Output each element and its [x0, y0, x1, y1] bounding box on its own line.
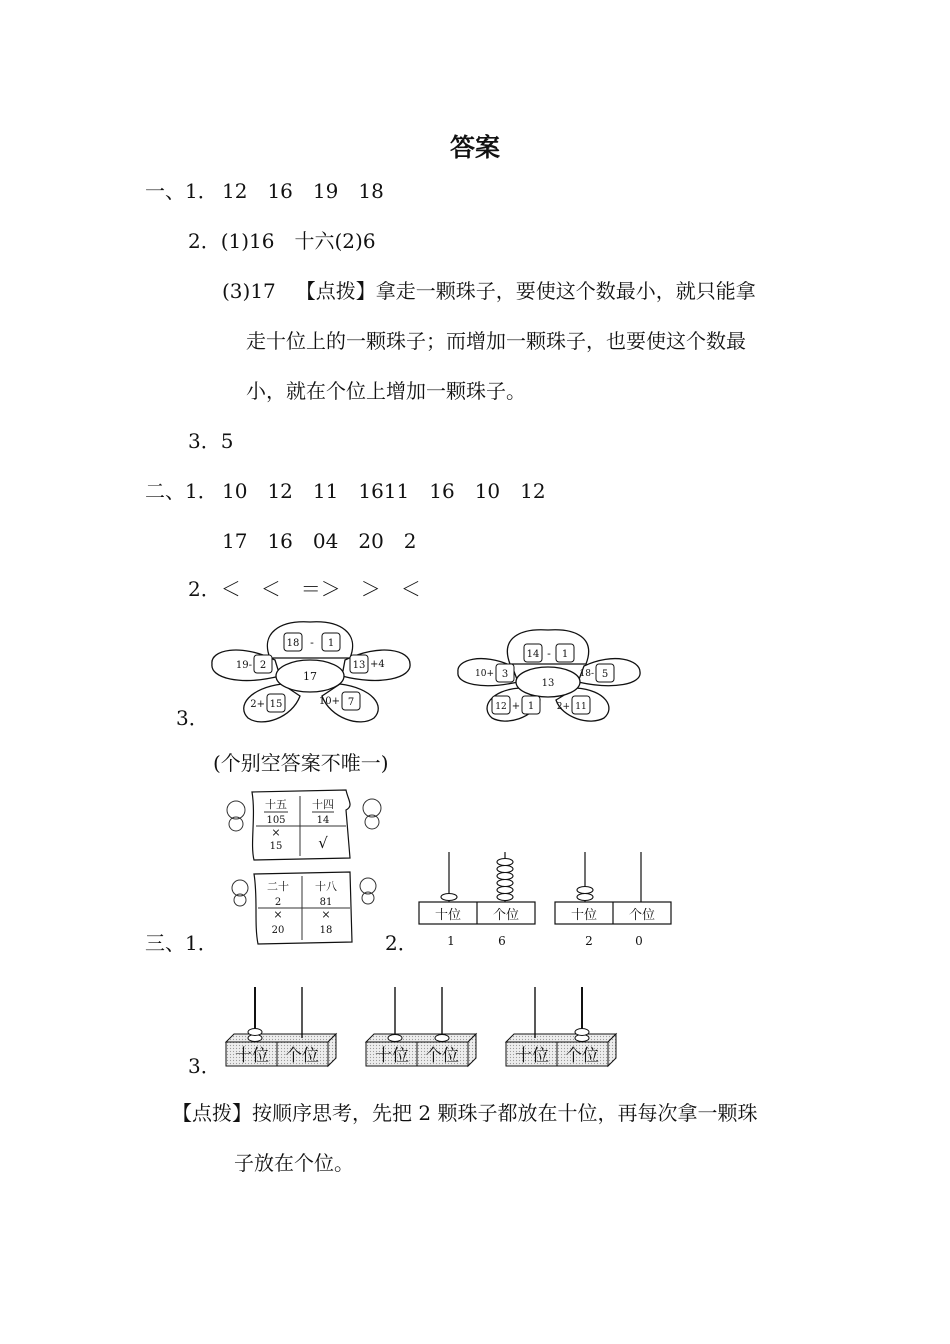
flower2-bl-op: +	[511, 701, 521, 712]
page-title: 答案	[449, 133, 500, 162]
section2-label: 二、1．	[145, 479, 218, 503]
flower1-center: 17	[303, 670, 317, 683]
card1-check: √	[318, 834, 328, 852]
abacus2-ones-value: 0	[635, 934, 643, 948]
card1-value-2: 14	[316, 815, 330, 826]
card2-number-2: 18	[319, 925, 333, 936]
flower1-right-box: 13	[352, 660, 366, 671]
abacus-diagram-1	[418, 848, 536, 948]
section2-q3-label: 3．	[176, 706, 209, 730]
flower2-bl-box-a: 12	[495, 702, 507, 712]
flower2-br-pre: 2+	[556, 702, 570, 712]
abacus-3d-1	[226, 987, 336, 1066]
section1-q1-answer: 12 16 19 18	[222, 179, 384, 203]
answer-card-2	[228, 868, 383, 948]
abacus3d-1-tens: 十位	[235, 1046, 269, 1066]
flower1-left-box: 2	[259, 660, 267, 671]
flower1-top-op: -	[310, 636, 314, 649]
tip-text-line3: 小，就在个位上增加一颗珠子。	[246, 379, 526, 403]
flower1-top-a: 18	[286, 638, 300, 649]
card2-value-1: 2	[274, 897, 282, 908]
section2-row1: 10 12 11 1611 16 10 12	[222, 479, 546, 503]
abacus3d-2-ones: 个位	[425, 1046, 459, 1066]
abacus2-tens-label: 十位	[570, 908, 598, 923]
section2-row2: 17 16 04 20 2	[222, 529, 417, 553]
card1-chinese-2: 十四	[312, 798, 334, 811]
flower2-top-op: -	[547, 647, 551, 660]
flower2-right-box: 5	[601, 669, 609, 680]
flower1-top-b: 1	[327, 638, 335, 649]
abacus-3d-group	[226, 984, 618, 1074]
section2-note: (个别空答案不唯一)	[213, 751, 389, 775]
answer-card-1	[222, 786, 387, 868]
card1-chinese-1: 十五	[265, 798, 287, 811]
flower2-bl-box-b: 1	[527, 701, 535, 712]
abacus1-ones-label: 个位	[492, 908, 520, 923]
section1-q2-answer: 2．(1)16 十六(2)6	[188, 229, 376, 253]
flower2-left-pre: 10+	[475, 669, 494, 679]
section1-q3-answer	[222, 281, 756, 301]
tip-text-line2: 走十位上的一颗珠子；而增加一颗珠子，也要使这个数最	[246, 329, 746, 353]
card2-cross-2: ×	[321, 908, 331, 921]
q3-number: (3)17	[222, 279, 276, 303]
section3-q2-label: 2．	[385, 931, 418, 955]
section3-tip-line1	[172, 1103, 757, 1123]
flower2-right-pre: 18-	[579, 669, 594, 679]
abacus-diagram-2	[554, 848, 672, 948]
card2-chinese-1: 二十	[267, 880, 289, 893]
section3-tip-line2: 子放在个位。	[234, 1151, 354, 1175]
flower2-left-box: 3	[501, 669, 509, 680]
abacus1-ones-value: 6	[498, 934, 506, 948]
tip-text: 按顺序思考，先把 2 颗珠子都放在十位，再每次拿一颗珠	[252, 1101, 758, 1125]
flower2-center: 13	[541, 678, 555, 689]
card1-number: 15	[269, 841, 283, 852]
card1-cross: ×	[271, 826, 281, 839]
flower2-top-a: 14	[526, 649, 540, 660]
abacus2-ones-label: 个位	[628, 908, 656, 923]
flower-diagram-2	[448, 626, 648, 726]
flower1-left-pre: 19-	[235, 660, 252, 671]
abacus1-tens-value: 1	[447, 934, 455, 948]
flower1-bl-box: 15	[269, 699, 283, 710]
flower2-top-b: 1	[561, 649, 569, 660]
section3-q3-label: 3．	[188, 1054, 221, 1078]
flower2-br-box: 11	[575, 702, 587, 712]
abacus-3d-3	[506, 987, 616, 1066]
card2-value-2: 81	[319, 897, 333, 908]
section1-q4-answer: 3．5	[188, 429, 234, 453]
flower1-right-post: +4	[370, 659, 385, 670]
card2-number-1: 20	[271, 925, 285, 936]
flower-diagram-1	[200, 618, 425, 728]
tip-text: 拿走一颗珠子，要使这个数最小，就只能拿	[375, 279, 756, 303]
card2-chinese-2: 十八	[315, 880, 337, 893]
abacus3d-2-tens: 十位	[375, 1046, 409, 1066]
flower1-br-pre: 10+	[318, 696, 340, 707]
abacus1-tens-label: 十位	[434, 908, 462, 923]
flower1-bl-pre: 2+	[250, 699, 265, 710]
abacus3d-3-tens: 十位	[515, 1046, 549, 1066]
abacus3d-1-ones: 个位	[285, 1046, 319, 1066]
tip-label: 【点拨】	[172, 1101, 252, 1125]
card2-cross-1: ×	[273, 908, 283, 921]
abacus3d-3-ones: 个位	[565, 1046, 599, 1066]
abacus-3d-2	[366, 987, 476, 1066]
tip-label: 【点拨】	[295, 279, 376, 303]
section3-label: 三、1．	[145, 931, 218, 955]
abacus2-tens-value: 2	[585, 934, 593, 948]
section2-q2-answer: 2．＜ ＜ ＝＞ ＞ ＜	[188, 577, 421, 601]
section1-label: 一、1．	[145, 179, 218, 203]
card1-value-1: 105	[266, 815, 286, 826]
flower1-br-box: 7	[347, 697, 355, 708]
